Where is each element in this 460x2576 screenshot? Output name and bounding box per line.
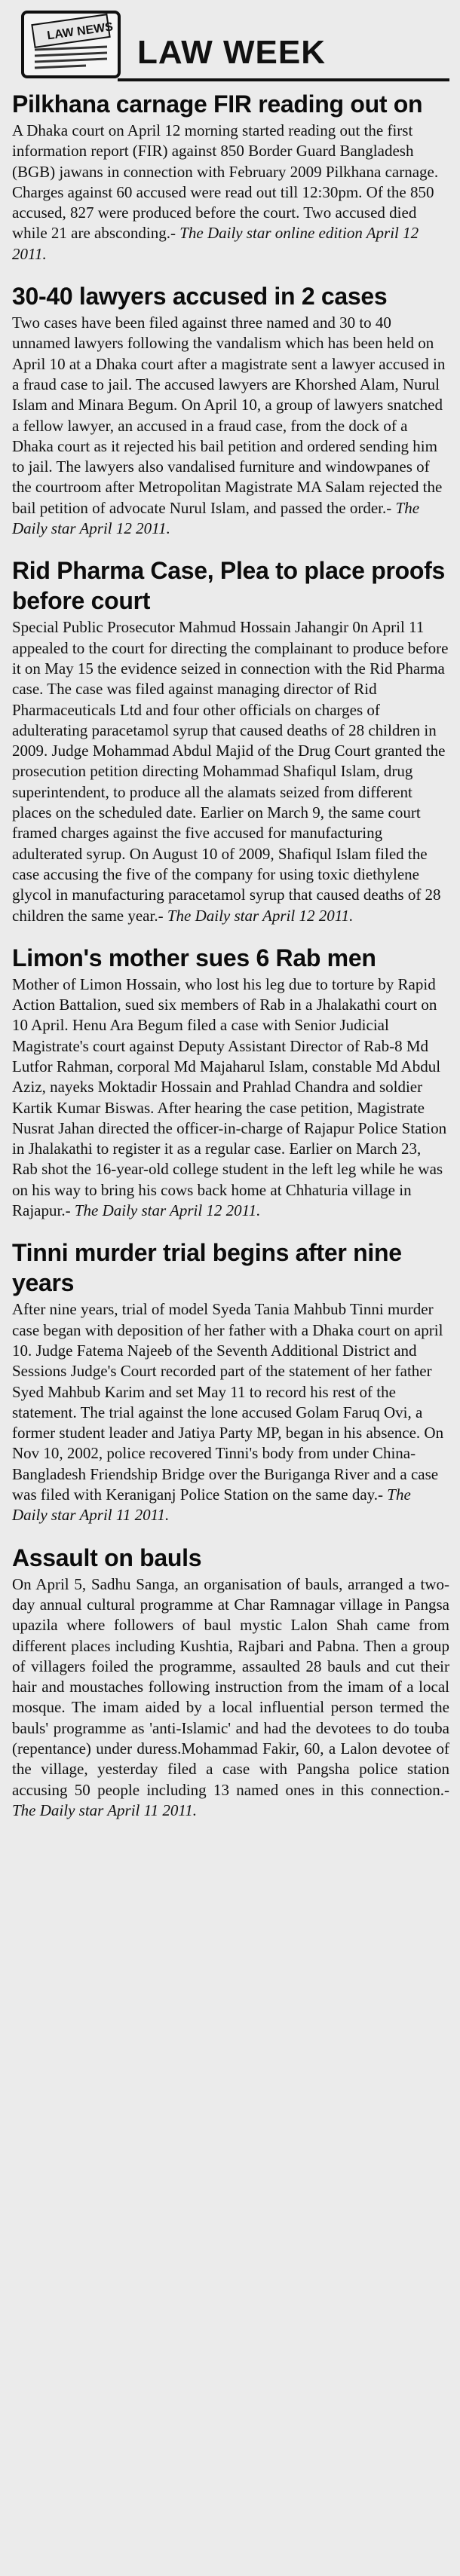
story-text: After nine years, trial of model Syeda Tania Mahbub Tinni murder case began with deposition of her father with a Dhaka court on april 10. Judge Fatema Najeeb of the Seventh Additional District and Sessions Judge's Court recorded part of the statement of her father Syed Mahbub Karim and set May 11 to record his rest of the statement. The trial against the lone accused Golam Faruq Ovi, a former student leader and Jatiya Party MP, began in his absence. On Nov 10, 2002, police recovered Tinni's body from under China-Bangladesh Friendship Bridge over the Buriganga River and a case was filed with Keraniganj Police Station on the same day.- bbox=[12, 1300, 444, 1504]
story-headline: Limon's mother sues 6 Rab men bbox=[12, 944, 376, 971]
story-bauls-assault bbox=[12, 1543, 449, 1822]
story-headline: Assault on bauls bbox=[12, 1543, 202, 1571]
story-text: On April 5, Sadhu Sanga, an organisation of bauls, arranged a two-day annual cultural programme at Char Ramnagar village in Pangsa upazila where followers of baul mystic Lalon Shah came from different places including Kushtia, Rajbari and Pabna. Then a group of villagers foiled the programme, assaulted 28 bauls and cut their hair and moustaches following instruction from the imam of a local mosque. The imam aided by a local influential person termed the bauls' programme as 'anti-Islamic' and had the devotees to do touba (repentance) under duress.Mohammad Fakir, 60, a Lalon devotee of the village, yesterday filed a case with Pangsha police station accusing 50 people including 13 named ones in this connection.- bbox=[12, 1574, 449, 1799]
story-source: The Daily star online edition April 12 2011. bbox=[12, 224, 419, 263]
logo-text: LAW NEWS bbox=[46, 20, 114, 43]
story-body bbox=[12, 121, 449, 265]
story-body bbox=[12, 974, 449, 1222]
story-rid-pharma bbox=[12, 555, 449, 925]
story-headline: Pilkhana carnage FIR reading out on bbox=[12, 90, 423, 118]
story-text: A Dhaka court on April 12 morning started reading out the first information report (FIR) against 850 Border Guard Bangladesh (BGB) jawans in connection with February 2009 Pilkhana carnage. Charges against 60 accused were read out till 12:30pm. Of the 850 accused, 827 were produced before the court. Two accused died while 21 are absconding.- bbox=[12, 121, 439, 243]
section-title: LAW WEEK bbox=[137, 34, 326, 71]
story-body bbox=[12, 1299, 449, 1525]
story-headline: Tinni murder trial begins after nine years bbox=[12, 1239, 402, 1297]
story-text: Two cases have been filed against three named and 30 to 40 unnamed lawyers following the vandalism which has been held on April 10 at a Dhaka court after a magistrate sent a lawyer accused in a fraud case to jail. The accused lawyers are Khorshed Alam, Nurul Islam and Minara Begum. On April 10, a group of lawyers snatched a fellow lawyer, an accused in a fraud case, from the dock of a Dhaka court as it rejected his bail petition and ordered sending him to jail. The lawyers also vandalised furniture and windowpanes of the courtroom after Metropolitan Magistrate MA Salam rejected the bail petition of advocate Nurul Islam, and passed the order.- bbox=[12, 314, 446, 517]
story-body bbox=[12, 1574, 449, 1822]
story-source: The Daily star April 12 2011. bbox=[12, 498, 420, 538]
story-text: Special Public Prosecutor Mahmud Hossain Jahangir 0n April 11 appealed to the court for directing the complainant to produce before it on May 15 the evidence seized in connection with the Rid Pharma case. The case was filed against managing director of Rid Pharmaceuticals Ltd and four other officials on charges of adulterating paracetamol syrup that caused deaths of 28 children in 2009. Judge Mohammad Abdul Majid of the Drug Court granted the prosecution petition directing Mohammad Shafiqul Islam, drug superintendent, to produce all the alamats seized from different places on the scheduled date. Earlier on March 9, the same court framed charges against the five accused for manufacturing adulterated syrup. On August 10 of 2009, Shafiqul Islam filed the case accusing the five of the company for using toxic diethylene glycol in manufacturing paracetamol syrup that caused deaths of 28 children the same year.- bbox=[12, 618, 449, 925]
story-headline: 30-40 lawyers accused in 2 cases bbox=[12, 283, 388, 311]
story-source: The Daily star April 11 2011. bbox=[12, 1800, 198, 1819]
story-headline: Rid Pharma Case, Plea to place proofs before court bbox=[12, 557, 445, 615]
story-tinni-trial bbox=[12, 1238, 449, 1525]
story-lawyers-accused bbox=[12, 281, 449, 539]
story-source: The Daily star April 12 2011. bbox=[70, 1201, 261, 1220]
story-source: The Daily star April 12 2011. bbox=[163, 906, 354, 925]
header-divider bbox=[118, 78, 449, 81]
story-text: Mother of Limon Hossain, who lost his leg due to torture by Rapid Action Battalion, sued six members of Rab in a Jhalakathi court on 10 April. Henu Ara Begum filed a case with Senior Judicial Magistrate's court against Deputy Assistant Director of Rab-8 Md Lutfor Rahman, corporal Md Majaharul Islam, constable Md Abdul Aziz, nayeks Moktadir Hossain and Prahlad Chandra and soldier Kartik Kumar Biswas. After hearing the case petition, Magistrate Nusrat Jahan directed the officer-in-charge of Rajapur Police Station in Jhalakathi to register it as a regular case. Earlier on March 23, Rab shot the 16-year-old college student in the left leg while he was on his way to bring his cows back home at Chhaturia village in Rajapur.- bbox=[12, 974, 447, 1220]
story-source: The Daily star April 11 2011. bbox=[12, 1485, 411, 1525]
story-body bbox=[12, 313, 449, 539]
story-pilkhana bbox=[12, 89, 449, 265]
story-limon-mother bbox=[12, 943, 449, 1222]
law-news-newspaper-icon bbox=[18, 8, 124, 81]
story-body bbox=[12, 617, 449, 925]
section-header bbox=[12, 6, 449, 84]
